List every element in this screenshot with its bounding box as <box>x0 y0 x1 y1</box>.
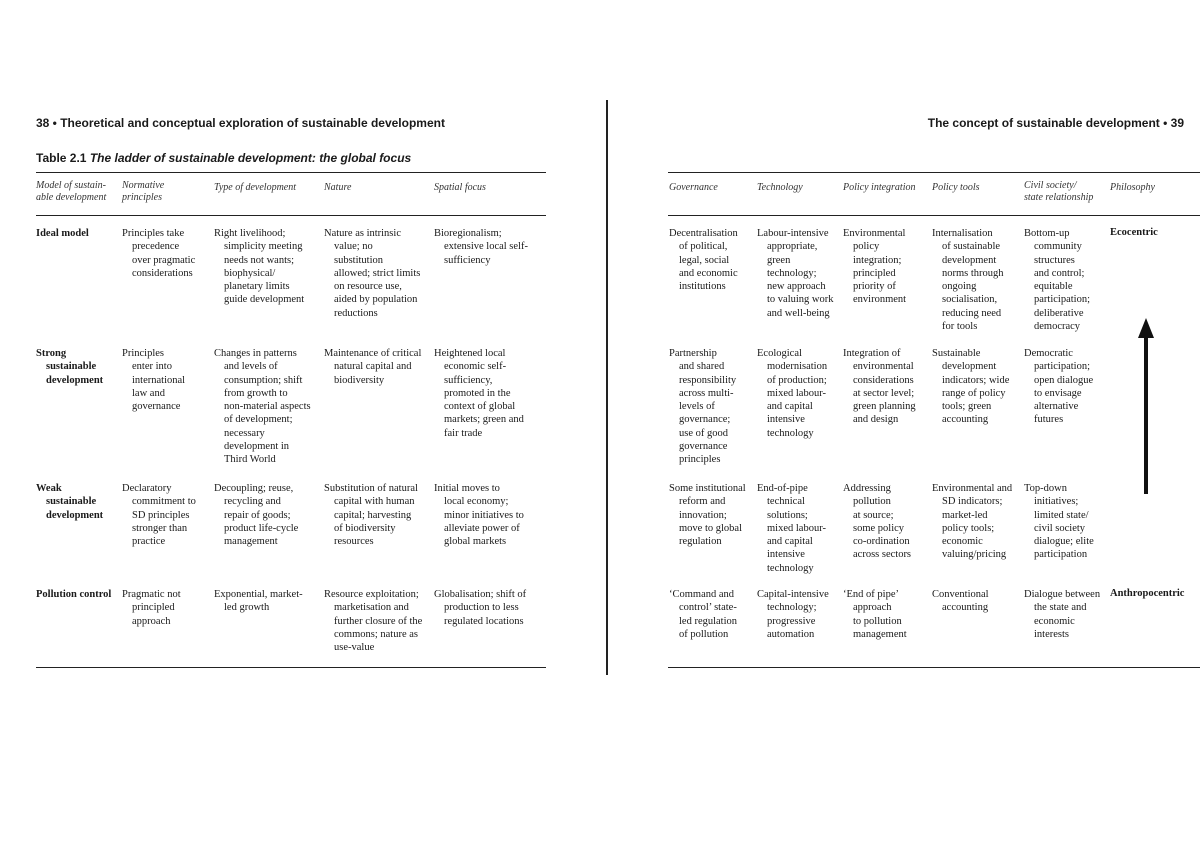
cell-line: governance <box>679 441 728 453</box>
table-bottom-rule <box>36 667 546 668</box>
cell-line: Initial moves to <box>434 483 500 494</box>
cell-line: regulated locations <box>444 615 524 627</box>
cell-line: Nature as intrinsic <box>324 228 401 239</box>
cell-line: management <box>853 628 907 640</box>
cell-line: legal, social <box>679 254 730 266</box>
cell-line: at sector level; <box>853 387 915 399</box>
cell-line: development <box>942 361 997 373</box>
cell-line: some policy <box>853 522 905 534</box>
cell-line: guide development <box>224 294 305 306</box>
cell-line: resources <box>334 536 374 548</box>
cell-line: necessary <box>224 427 265 439</box>
right-header-0 <box>669 182 718 194</box>
table-cell <box>214 227 304 307</box>
cell-line: to pollution <box>853 615 902 627</box>
header-line: principles <box>122 192 162 203</box>
cell-line: aided by population <box>334 294 418 306</box>
cell-line: ongoing <box>942 281 977 293</box>
table-cell <box>669 227 738 293</box>
table-top-rule <box>36 172 546 173</box>
cell-line: over pragmatic <box>132 254 196 266</box>
cell-line: to envisage <box>1034 387 1082 399</box>
cell-line: Environmental and <box>932 483 1013 494</box>
cell-line: responsibility <box>679 374 737 386</box>
cell-line: production to less <box>444 602 519 614</box>
cell-line: from growth to <box>224 387 288 399</box>
cell-line: initiatives; <box>1034 496 1079 508</box>
cell-line: promoted in the <box>444 387 511 399</box>
cell-line: Partnership <box>669 348 717 359</box>
cell-line: community <box>1034 241 1082 253</box>
cell-line: intensive <box>767 549 805 561</box>
left-header-2 <box>214 182 296 194</box>
cell-line: Resource exploitation; <box>324 589 419 600</box>
cell-line: open dialogue <box>1034 374 1094 386</box>
cell-line: integration; <box>853 254 902 266</box>
cell-line: on resource use, <box>334 281 402 293</box>
cell-line: Bioregionalism; <box>434 228 502 239</box>
cell-line: minor initiatives to <box>444 509 524 521</box>
table-cell <box>214 482 298 548</box>
cell-line: and levels of <box>224 361 278 373</box>
cell-line: equitable <box>1034 281 1073 293</box>
cell-line: priority of <box>853 281 896 293</box>
cell-line: commons; nature as <box>334 628 418 640</box>
cell-line: development <box>942 254 997 266</box>
cell-line: co-ordination <box>853 536 910 548</box>
cell-line: considerations <box>132 267 193 279</box>
cell-line: participation; <box>1034 294 1090 306</box>
cell-line: accounting <box>942 414 989 426</box>
right-table-top-rule <box>668 172 1200 173</box>
cell-line: reform and <box>679 496 726 508</box>
cell-line: deliberative <box>1034 307 1084 319</box>
cell-line: needs not wants; <box>224 254 294 266</box>
cell-line: appropriate, <box>767 241 818 253</box>
table-cell <box>757 227 834 320</box>
cell-line: Addressing <box>843 483 891 494</box>
row-label <box>36 347 103 387</box>
cell-line: policy tools; <box>942 522 995 534</box>
arrow-shaft <box>1144 336 1148 494</box>
cell-line: mixed labour- <box>767 387 826 399</box>
cell-line: local economy; <box>444 496 509 508</box>
cell-line: technology <box>767 427 814 439</box>
cell-line: Sustainable <box>932 348 981 359</box>
cell-line: product life-cycle <box>224 522 299 534</box>
cell-line: of production; <box>767 374 827 386</box>
cell-line: economic <box>1034 615 1075 627</box>
cell-line: sufficiency <box>444 254 491 266</box>
cell-line: Pragmatic not <box>122 589 181 600</box>
cell-line: stronger than <box>132 522 188 534</box>
cell-line: participation <box>1034 549 1088 561</box>
table-cell <box>669 347 736 467</box>
table-cell <box>757 482 826 575</box>
cell-line: sustainable <box>46 496 97 508</box>
table-cell <box>843 588 907 641</box>
cell-line: use-value <box>334 642 375 654</box>
table-cell <box>434 227 528 267</box>
cell-line: simplicity meeting <box>224 241 303 253</box>
cell-line: biodiversity <box>334 374 385 386</box>
table-cell <box>932 482 1012 562</box>
cell-line: new approach <box>767 281 826 293</box>
right-header-5 <box>1110 182 1155 194</box>
cell-line: Declaratory <box>122 483 172 494</box>
cell-line: natural capital and <box>334 361 412 373</box>
right-table-bottom-rule <box>668 667 1200 668</box>
right-header-3 <box>932 182 980 194</box>
cell-line: participation; <box>1034 361 1090 373</box>
cell-line: Some institutional <box>669 483 746 494</box>
cell-line: Capital-intensive <box>757 589 829 600</box>
cell-line: futures <box>1034 414 1064 426</box>
cell-line: use of good <box>679 427 728 439</box>
cell-line: practice <box>132 536 166 548</box>
cell-line: recycling and <box>224 496 281 508</box>
cell-line: and control; <box>1034 267 1085 279</box>
cell-line: governance <box>132 401 181 413</box>
row-label <box>36 482 103 522</box>
cell-line: extensive local self- <box>444 241 528 253</box>
cell-line: Environmental <box>843 228 906 239</box>
cell-line: and design <box>853 414 899 426</box>
cell-line: norms through <box>942 267 1004 279</box>
table-cell <box>932 227 1004 333</box>
cell-line: market-led <box>942 509 988 521</box>
header-line: able development <box>36 192 107 203</box>
cell-line: of development; <box>224 414 293 426</box>
cell-line: institutions <box>679 281 726 293</box>
table-cell <box>122 588 181 628</box>
cell-line: development <box>46 374 104 386</box>
cell-line: technology; <box>767 602 817 614</box>
arrow-up-icon <box>1138 318 1154 338</box>
right-header-2 <box>843 182 916 194</box>
cell-line: development in <box>224 441 290 453</box>
cell-line: ‘Command and <box>669 589 735 600</box>
cell-line: Conventional <box>932 589 989 600</box>
cell-line: Exponential, market- <box>214 589 303 600</box>
cell-line: levels of <box>679 401 715 413</box>
cell-line: Bottom-up <box>1024 228 1070 239</box>
cell-line: approach <box>132 615 171 627</box>
cell-line: technical <box>767 496 805 508</box>
cell-line: solutions; <box>767 509 808 521</box>
table-cell <box>843 482 911 562</box>
cell-line: fair trade <box>444 427 483 439</box>
cell-line: Internalisation <box>932 228 993 239</box>
cell-line: Strong <box>36 348 67 359</box>
cell-line: interests <box>1034 628 1069 640</box>
cell-line: further closure of the <box>334 615 423 627</box>
cell-line: approach <box>853 602 892 614</box>
table-cell <box>434 482 524 548</box>
header-line: Normative <box>122 180 165 191</box>
cell-line: democracy <box>1034 321 1081 333</box>
row-label <box>36 227 89 240</box>
row-label <box>36 588 111 601</box>
table-cell <box>932 588 989 615</box>
cell-line: environment <box>853 294 907 306</box>
cell-line: governance; <box>679 414 731 426</box>
cell-line: and shared <box>679 361 725 373</box>
table-cell <box>214 347 311 467</box>
right-page <box>608 0 1200 848</box>
table-cell <box>932 347 1009 427</box>
cell-line: reducing need <box>942 307 1002 319</box>
left-header-1 <box>122 180 164 204</box>
left-header-3 <box>324 182 351 194</box>
cell-line: non-material aspects <box>224 401 311 413</box>
cell-line: led growth <box>224 602 270 614</box>
cell-line: repair of goods; <box>224 509 291 521</box>
cell-line: of sustainable <box>942 241 1001 253</box>
table-cell <box>669 482 746 548</box>
cell-line: led regulation <box>679 615 738 627</box>
table-cell <box>1024 482 1094 562</box>
table-caption <box>36 151 411 165</box>
cell-line: markets; green and <box>444 414 524 426</box>
cell-line: planetary limits <box>224 281 290 293</box>
cell-line: marketisation and <box>334 602 409 614</box>
cell-line: Weak <box>36 483 62 494</box>
cell-line: Ecological <box>757 348 802 359</box>
cell-line: SD indicators; <box>942 496 1003 508</box>
cell-line: of pollution <box>679 628 729 640</box>
cell-line: of biodiversity <box>334 522 396 534</box>
table-cell <box>214 588 303 615</box>
table-cell <box>324 588 422 654</box>
cell-line: context of global <box>444 401 516 413</box>
table-cell <box>1024 347 1093 427</box>
cell-line: technology; <box>767 267 817 279</box>
cell-line: range of policy <box>942 387 1006 399</box>
cell-line: the state and <box>1034 602 1087 614</box>
cell-line: Principles take <box>122 228 185 239</box>
cell-line: alternative <box>1034 401 1079 413</box>
cell-line: sustainable <box>46 361 97 373</box>
cell-line: Decentralisation <box>669 228 738 239</box>
right-header-1 <box>757 182 803 194</box>
cell-line: green <box>767 254 791 266</box>
header-line: Model of sustain- <box>36 180 106 191</box>
cell-line: environmental <box>853 361 914 373</box>
cell-line: Third World <box>224 454 276 466</box>
table-cell <box>434 347 524 440</box>
cell-line: control’ state- <box>679 602 737 614</box>
cell-line: technology <box>767 562 814 574</box>
cell-line: substitution <box>334 254 384 266</box>
cell-line: Substitution of natural <box>324 483 418 494</box>
cell-line: principled <box>132 602 175 614</box>
cell-line: Changes in patterns <box>214 348 297 359</box>
table-header-rule <box>36 215 546 216</box>
header-line: Policy integration <box>843 182 916 193</box>
cell-line: valuing/pricing <box>942 549 1007 561</box>
cell-line: regulation <box>679 536 722 548</box>
cell-line: SD principles <box>132 509 190 521</box>
cell-line: capital; harvesting <box>334 509 412 521</box>
cell-line: Principles <box>122 348 164 359</box>
table-cell <box>843 347 916 427</box>
cell-line: Top-down <box>1024 483 1068 494</box>
header-line: Policy tools <box>932 182 980 193</box>
cell-line: for tools <box>942 321 978 333</box>
right-header-4 <box>1024 180 1093 204</box>
header-line: Civil society/ <box>1024 180 1077 191</box>
cell-line: enter into <box>132 361 172 373</box>
cell-line: sufficiency, <box>444 374 493 386</box>
cell-line: pollution <box>853 496 891 508</box>
cell-line: commitment to <box>132 496 196 508</box>
cell-line: Decoupling; reuse, <box>214 483 294 494</box>
cell-line: accounting <box>942 602 989 614</box>
cell-line: biophysical/ <box>224 267 276 279</box>
cell-line: Ideal model <box>36 228 89 239</box>
cell-line: structures <box>1034 254 1075 266</box>
cell-line: modernisation <box>767 361 828 373</box>
cell-line: Heightened local <box>434 348 506 359</box>
table-cell <box>324 347 421 387</box>
cell-line: Integration of <box>843 348 901 359</box>
cell-line: Labour-intensive <box>757 228 829 239</box>
cell-line: and capital <box>767 536 813 548</box>
table-cell <box>1024 588 1100 641</box>
cell-line: development <box>46 509 104 521</box>
cell-line: automation <box>767 628 815 640</box>
cell-line: economic self- <box>444 361 507 373</box>
cell-line: innovation; <box>679 509 727 521</box>
header-line: Technology <box>757 182 803 193</box>
cell-line: economic <box>942 536 983 548</box>
header-line: Philosophy <box>1110 182 1155 193</box>
cell-line: at source; <box>853 509 894 521</box>
table-cell <box>434 588 526 628</box>
cell-line: End-of-pipe <box>757 483 808 494</box>
philosophy-ecocentric: Ecocentric <box>1110 227 1158 238</box>
cell-line: ‘End of pipe’ <box>843 589 899 600</box>
cell-line: Democratic <box>1024 348 1073 359</box>
cell-line: allowed; strict limits <box>334 267 421 279</box>
cell-line: tools; green <box>942 401 992 413</box>
header-line: Nature <box>324 182 352 193</box>
table-cell <box>324 482 418 548</box>
cell-line: precedence <box>132 241 180 253</box>
cell-line: Pollution control <box>36 589 112 600</box>
cell-line: progressive <box>767 615 816 627</box>
table-cell <box>122 482 196 548</box>
cell-line: consumption; shift <box>224 374 303 386</box>
cell-line: limited state/ <box>1034 509 1089 521</box>
table-cell <box>669 588 737 641</box>
cell-line: Globalisation; shift of <box>434 589 527 600</box>
table-caption-label: Table 2.1 <box>36 151 87 165</box>
cell-line: dialogue; elite <box>1034 536 1094 548</box>
cell-line: green planning <box>853 401 916 413</box>
philosophy-anthropocentric: Anthropocentric <box>1110 588 1185 599</box>
cell-line: move to global <box>679 522 742 534</box>
cell-line: and economic <box>679 267 738 279</box>
header-line: Spatial focus <box>434 182 486 193</box>
table-caption-title: The ladder of sustainable development: the global focus <box>89 151 412 165</box>
table-cell <box>757 588 829 641</box>
cell-line: indicators; wide <box>942 374 1010 386</box>
table-cell <box>122 227 195 280</box>
cell-line: management <box>224 536 278 548</box>
header-line: Governance <box>669 182 718 193</box>
table-cell <box>1024 227 1090 333</box>
cell-line: Right livelihood; <box>214 228 286 239</box>
running-head-right: The concept of sustainable development • 39 <box>927 116 1184 130</box>
cell-line: Maintenance of critical <box>324 348 422 359</box>
cell-line: value; no <box>334 241 373 253</box>
cell-line: global markets <box>444 536 507 548</box>
cell-line: intensive <box>767 414 805 426</box>
cell-line: alleviate power of <box>444 522 520 534</box>
cell-line: reductions <box>334 307 378 319</box>
header-line: state relationship <box>1024 192 1094 203</box>
cell-line: civil society <box>1034 522 1086 534</box>
cell-line: policy <box>853 241 880 253</box>
cell-line: across multi- <box>679 387 734 399</box>
cell-line: and well-being <box>767 307 830 319</box>
cell-line: principles <box>679 454 721 466</box>
table-cell <box>757 347 827 440</box>
cell-line: of political, <box>679 241 728 253</box>
cell-line: mixed labour- <box>767 522 826 534</box>
header-line: Type of development <box>214 182 297 193</box>
cell-line: to valuing work <box>767 294 834 306</box>
cell-line: considerations <box>853 374 914 386</box>
right-table-header-rule <box>668 215 1200 216</box>
table-cell <box>324 227 420 320</box>
left-header-4 <box>434 182 486 194</box>
cell-line: socialisation, <box>942 294 998 306</box>
table-cell <box>122 347 185 413</box>
cell-line: across sectors <box>853 549 912 561</box>
cell-line: capital with human <box>334 496 415 508</box>
cell-line: Dialogue between <box>1024 589 1101 600</box>
running-head-left: 38 • Theoretical and conceptual exploration of sustainable development <box>36 116 445 130</box>
table-cell <box>843 227 906 307</box>
cell-line: international <box>132 374 186 386</box>
cell-line: and capital <box>767 401 813 413</box>
cell-line: principled <box>853 267 896 279</box>
cell-line: law and <box>132 387 165 399</box>
left-header-0 <box>36 180 106 204</box>
